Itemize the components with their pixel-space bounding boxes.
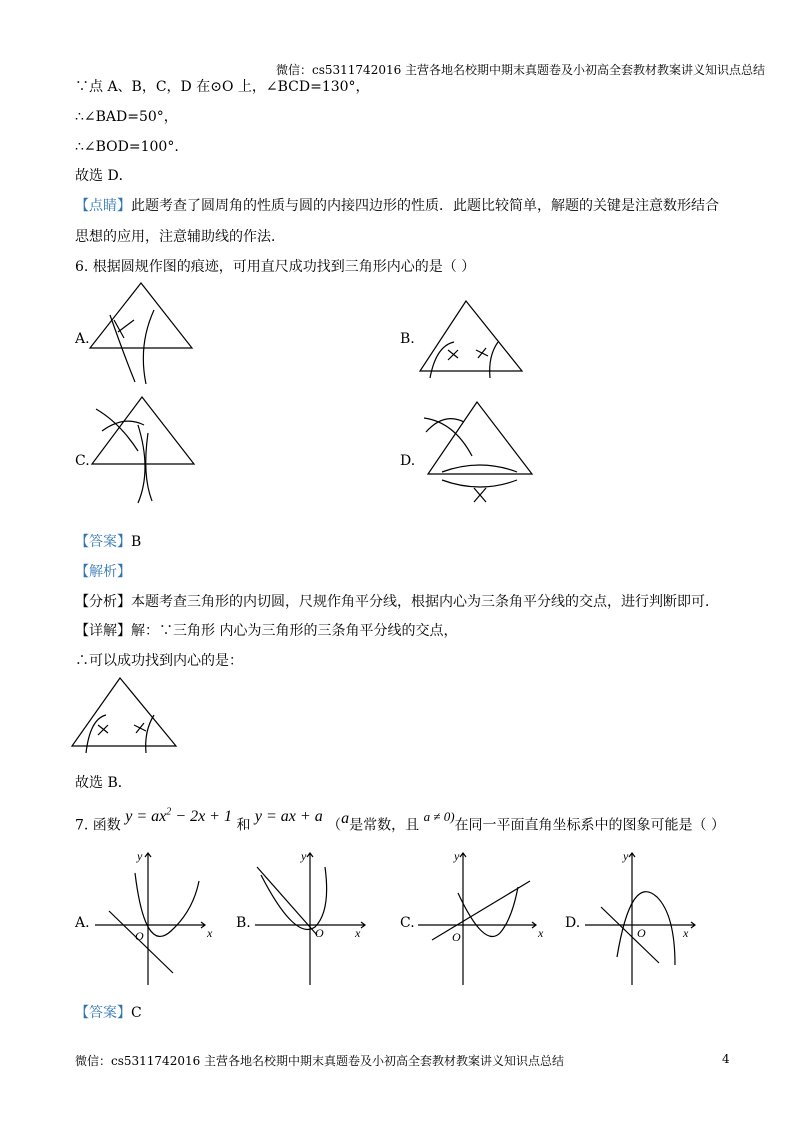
q5-line1: ∵点 A、B，C，D 在⊙O 上，∠BCD=130°， — [75, 79, 370, 95]
svg-text:O: O — [135, 929, 144, 943]
q7-stem — [75, 807, 726, 834]
answer-value: B — [131, 534, 142, 550]
q6-answer — [75, 533, 141, 551]
q6-figure-d — [422, 400, 537, 505]
q6-figure-a — [88, 280, 198, 390]
q6-figure-b — [418, 298, 528, 378]
page-number: 4 — [722, 1052, 730, 1066]
answer-tag: 【答案】 — [75, 1005, 131, 1021]
fenxi-tag: 【分析】 — [75, 594, 131, 610]
q6-choice: 故选 B． — [75, 775, 132, 791]
q7-is-const: 是常数，且 — [349, 817, 420, 834]
svg-text:y: y — [301, 849, 307, 863]
q7-a: a — [341, 810, 350, 828]
page-footer: 微信：cs5311742016 主营各地名校期中期末真题卷及小初高全套教材教案讲义知识点总结 — [75, 1054, 565, 1068]
q7-option-c-label: C. — [400, 915, 415, 931]
svg-text:O: O — [637, 926, 646, 940]
detail-tag: 【详解】 — [75, 623, 131, 639]
q6-figure-c — [90, 395, 200, 510]
q5-line4: 故选 D． — [75, 168, 133, 184]
q6-conclude: ∴可以成功找到内心的是： — [75, 653, 243, 669]
q7-graph-c — [418, 845, 558, 990]
svg-text:x: x — [683, 926, 689, 940]
answer-tag: 【答案】 — [75, 534, 131, 550]
q7-option-b-label: B. — [236, 915, 251, 931]
comment-tag: 【点睛】 — [75, 198, 131, 214]
q6-option-c-label: C. — [75, 453, 90, 469]
svg-text:x: x — [207, 926, 213, 940]
q5-comment-line2: 思想的应用，注意辅助线的作法． — [75, 229, 285, 245]
q6-solution-figure — [70, 675, 180, 755]
q6-detail — [75, 622, 457, 640]
q7-func2: y = ax + a — [254, 808, 323, 826]
svg-text:y: y — [623, 849, 629, 863]
q7-graph-b — [255, 845, 385, 990]
svg-text:x: x — [355, 926, 361, 940]
q7-func1: $y = ax^2 - 2x + 1$ — [125, 807, 232, 826]
q6-analysis-tag: 【解析】 — [75, 564, 131, 580]
q7-a-ne-0: a ≠ 0) — [423, 809, 455, 825]
q7-graph-d — [585, 845, 715, 990]
q7-and: 和 — [236, 817, 251, 834]
fenxi-text: 本题考查三角形的内切圆，尺规作角平分线，根据内心为三条角平分线的交点，进行判断即可． — [131, 594, 719, 610]
svg-text:y: y — [137, 849, 143, 863]
q6-fenxi — [75, 593, 719, 611]
svg-text:y: y — [454, 849, 460, 863]
answer-value: C — [131, 1005, 142, 1021]
svg-text:O: O — [452, 930, 461, 944]
q7-option-a-label: A. — [75, 915, 90, 931]
comment-line1: 此题考查了圆周角的性质与圆的内接四边形的性质．此题比较简单，解题的关键是注意数形结合 — [131, 198, 719, 214]
q5-line3: ∴∠BOD=100°. — [75, 139, 179, 155]
q6-option-d-label: D. — [400, 453, 416, 469]
q7-prefix: 7. 函数 — [75, 817, 121, 834]
svg-text:x: x — [538, 926, 544, 940]
q7-suffix: 在同一平面直角坐标系中的图象可能是（ ） — [454, 817, 726, 834]
q7-option-d-label: D. — [565, 915, 581, 931]
q6-stem: 6. 根据圆规作图的痕迹，可用直尺成功找到三角形内心的是（ ） — [75, 259, 476, 275]
q5-comment — [75, 197, 719, 215]
page-header: 微信：cs5311742016 主营各地名校期中期末真题卷及小初高全套教材教案讲义知识点总结 — [276, 63, 766, 77]
q5-line2: ∴∠BAD=50°， — [75, 109, 178, 125]
q7-answer — [75, 1004, 142, 1022]
q6-option-b-label: B. — [400, 331, 415, 347]
q6-option-a-label: A. — [75, 331, 90, 347]
q7-graph-a — [95, 845, 225, 990]
svg-text:O: O — [315, 926, 324, 940]
detail-text: 解：∵三角形 内心为三角形的三条角平分线的交点， — [131, 623, 458, 639]
q7-paren: （ — [327, 817, 342, 834]
